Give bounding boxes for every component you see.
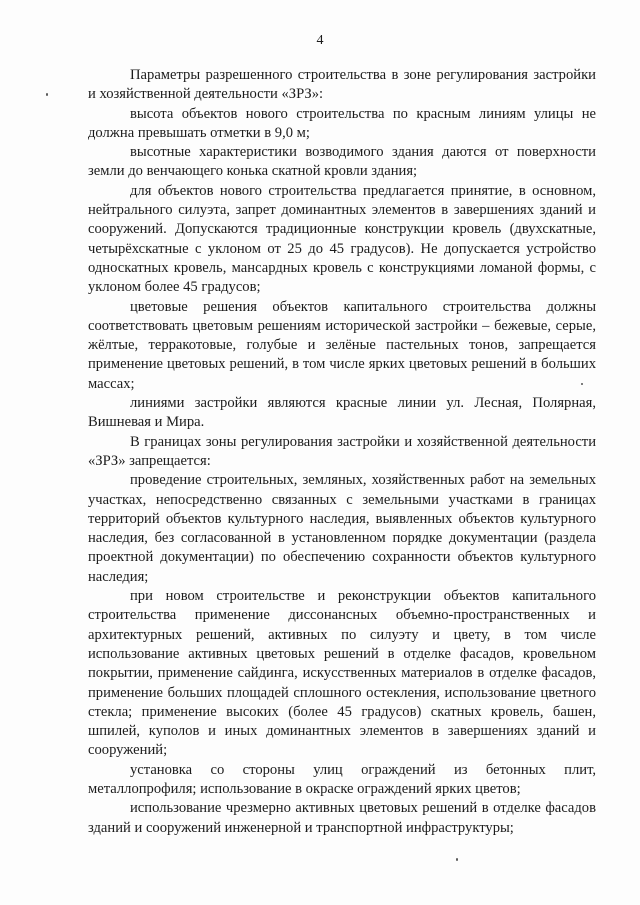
- paragraph-height-measurement: высотные характеристики возводимого здания даются от поверхности земли до венчающего конька скатной кровли здания;: [88, 144, 596, 180]
- document-body: [88, 66, 596, 838]
- paragraph-dissonant-solutions: при новом строительстве и реконструкции объектов капитального строительства применение диссонансных объемно-пространственных и архитектурных решений, активных по силуэту и цвету, в том числе использование активных цветовых решений в отделке фасадов, кровельном покрытии, применение сайдинга, искусственных материалов в отделке фасадов, применение больших площадей сплошного остекления, использование цветного стекла; применение высоких (более 45 градусов) скатных кровель, башен, шпилей, куполов и иных доминантных элементов в завершениях зданий и сооружений;: [88, 588, 596, 759]
- paragraph-prohibitions-heading: В границах зоны регулирования застройки и хозяйственной деятельности «ЗРЗ» запрещается:: [88, 433, 596, 469]
- paragraph-zrz-parameters-heading: Параметры разрешенного строительства в зоне регулирования застройки и хозяйственной деятельности «ЗРЗ»:: [88, 67, 596, 103]
- page-number: 4: [316, 33, 324, 48]
- paragraph-color-solutions: цветовые решения объектов капитального строительства должны соответствовать цветовым решениям исторической застройки – бежевые, серые, жёлтые, терракотовые, голубые и зелёные пастельных тонов, запрещается применение цветовых решений, в том числе ярких цветовых решений в больших массах;: [88, 298, 596, 392]
- paragraph-fence-prohibition: установка со стороны улиц ограждений из бетонных плит, металлопрофиля; использование в окраске ограждений ярких цветов;: [88, 761, 596, 797]
- scan-speck: [581, 383, 583, 385]
- paragraph-roof-silhouette: для объектов нового строительства предлагается принятие, в основном, нейтрального силуэта, запрет доминантных элементов в завершениях зданий и сооружений. Допускаются традиционные конструкции кровель (двухскатные, четырёхскатные с уклоном от 25 до 45 градусов). Не допускается устройство односкатных кровель, мансардных кровель с конструкциями ломаной формы, с уклоном более 45 градусов;: [88, 182, 596, 296]
- paragraph-building-lines: линиями застройки являются красные линии ул. Лесная, Полярная, Вишневая и Мира.: [88, 395, 596, 431]
- paragraph-building-height: высота объектов нового строительства по красным линиям улицы не должна превышать отметки в 9,0 м;: [88, 105, 596, 141]
- paragraph-infrastructure-colors: использование чрезмерно активных цветовых решений в отделке фасадов зданий и сооружений инженерной и транспортной инфраструктуры;: [88, 800, 596, 836]
- scan-speck: [46, 93, 48, 96]
- paragraph-works-prohibition: проведение строительных, земляных, хозяйственных работ на земельных участках, непосредственно связанных с земельными участками в границах территорий объектов культурного наследия, выявленных объектов культурного наследия, без согласованной в установленном порядке документации (раздела проектной документации) по обеспечению сохранности объектов культурного наследия;: [88, 472, 596, 585]
- scan-speck: [456, 858, 458, 861]
